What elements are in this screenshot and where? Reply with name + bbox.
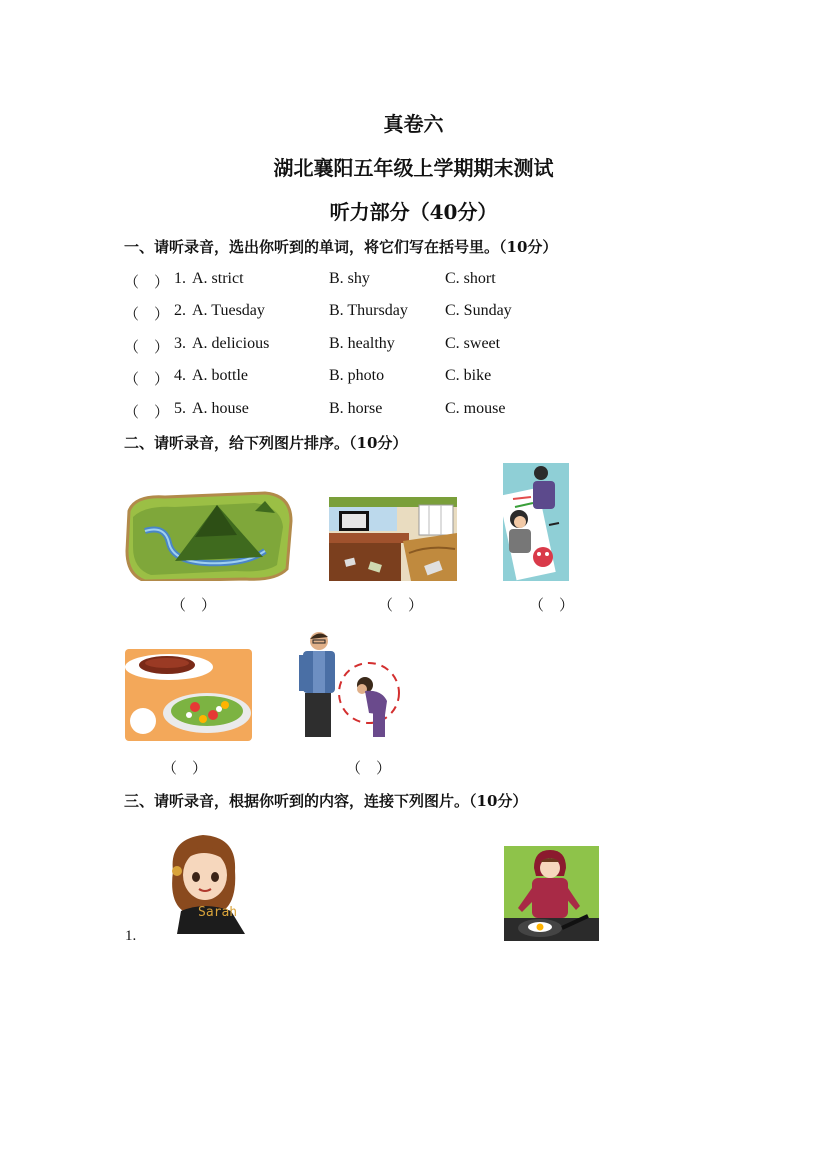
option-b: B. photo [329, 367, 385, 384]
question-number: 2. [174, 302, 186, 319]
section1-heading: 一、请听录音，选出你听到的单词，将它们写在括号里。（10分） [124, 238, 558, 256]
answer-bracket[interactable]: （ ） [124, 275, 170, 291]
question-number: 3. [174, 335, 186, 352]
section3-heading: 三、请听录音，根据你听到的内容，连接下列图片。（10分） [124, 792, 528, 810]
answer-bracket[interactable]: （ ） [346, 761, 392, 777]
option-c: C. Sunday [445, 302, 512, 319]
question-number: 1. [174, 270, 186, 287]
mountain-island-picture [125, 491, 295, 581]
option-b: B. horse [329, 400, 383, 417]
sarah-label: Sarah [198, 905, 238, 920]
option-b: B. healthy [329, 335, 395, 352]
man-and-bowing-boy-picture [299, 629, 407, 740]
option-a: A. strict [192, 270, 244, 287]
messy-desk-room-picture [329, 497, 457, 581]
answer-bracket[interactable]: （ ） [124, 405, 170, 421]
question-number: 4. [174, 367, 186, 384]
answer-bracket[interactable]: （ ） [124, 307, 170, 323]
answer-bracket[interactable]: （ ） [171, 598, 217, 614]
children-drawing-picture [503, 463, 569, 581]
food-plate-picture [125, 649, 252, 741]
answer-bracket[interactable]: （ ） [124, 372, 170, 388]
option-a: A. delicious [192, 335, 270, 352]
option-a: A. house [192, 400, 249, 417]
girl-frying-egg-picture [504, 846, 599, 941]
answer-bracket[interactable]: （ ） [529, 598, 575, 614]
paper-subtitle: 湖北襄阳五年级上学期期末测试 [273, 156, 554, 180]
section-title-listening: 听力部分（40分） [329, 200, 498, 224]
option-c: C. short [445, 270, 496, 287]
answer-bracket[interactable]: （ ） [162, 761, 208, 777]
answer-bracket[interactable]: （ ） [124, 340, 170, 356]
question-number: 5. [174, 400, 186, 417]
option-c: C. sweet [445, 335, 501, 352]
option-c: C. bike [445, 367, 492, 384]
option-c: C. mouse [445, 400, 506, 417]
option-b: B. shy [329, 270, 370, 287]
section2-heading: 二、请听录音，给下列图片排序。（10分） [124, 434, 408, 452]
item-number: 1. [125, 928, 137, 944]
option-b: B. Thursday [329, 302, 408, 319]
answer-bracket[interactable]: （ ） [378, 598, 424, 614]
option-a: A. Tuesday [192, 302, 265, 319]
paper-title: 真卷六 [383, 112, 444, 136]
option-a: A. bottle [192, 367, 248, 384]
